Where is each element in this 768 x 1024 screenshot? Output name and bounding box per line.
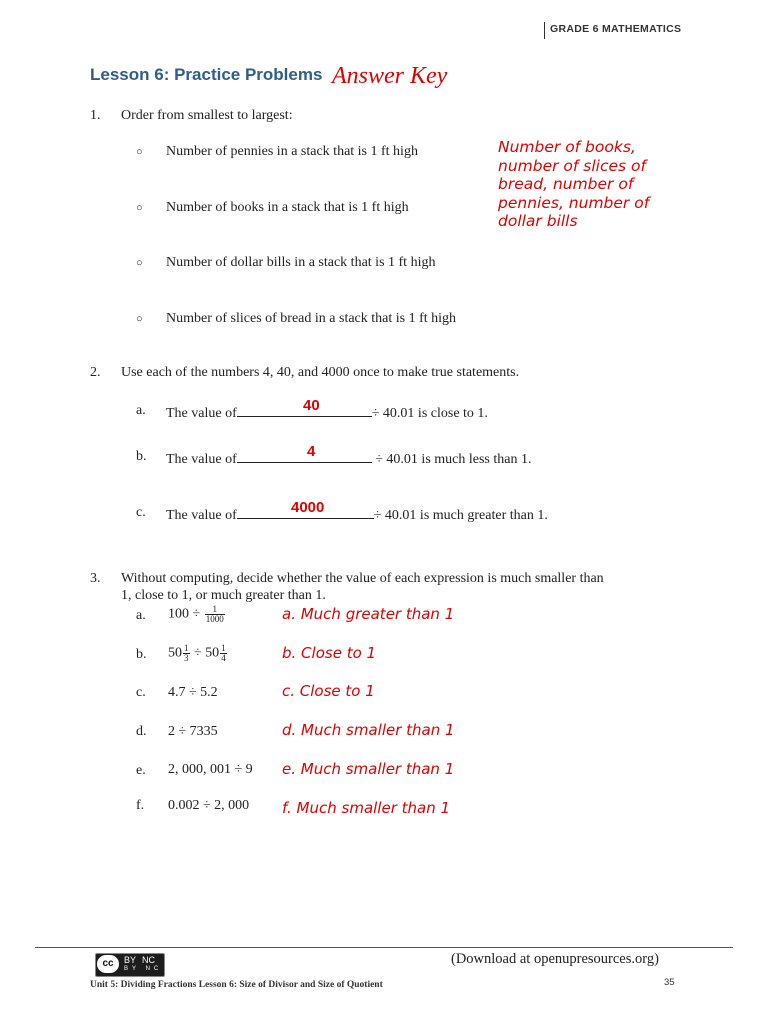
item-letter: c.	[136, 685, 146, 700]
expression-d: 2 ÷ 7335	[168, 724, 218, 739]
mixed-whole: 50	[168, 645, 182, 661]
lesson-title: Lesson 6: Practice Problems	[90, 65, 323, 84]
problem-3-number: 3.	[90, 571, 101, 586]
operator-whole: ÷ 50	[194, 645, 220, 661]
answer-line: bread, number of	[498, 175, 634, 193]
expression-f: 0.002 ÷ 2, 000	[168, 798, 250, 813]
problem-3-prompt-line2: 1, close to 1, or much greater than 1.	[121, 588, 326, 603]
problem-1-prompt: Order from smallest to largest:	[121, 108, 293, 123]
statement-c	[166, 505, 548, 524]
item-letter: a.	[136, 608, 146, 623]
statement-a	[166, 403, 488, 422]
answer-d: d. Much smaller than 1	[282, 721, 455, 739]
nc-icon: NC	[142, 955, 155, 965]
answer-line: dollar bills	[498, 212, 578, 230]
statement-tail: ÷ 40.01 is much less than 1.	[371, 452, 532, 467]
statement-tail: ÷ 40.01 is close to 1.	[371, 406, 488, 421]
item-letter: a.	[136, 403, 146, 418]
answer-b: b. Close to 1	[282, 644, 377, 662]
license-small-text: BY NC	[124, 966, 163, 972]
subject-header: GRADE 6 MATHEMATICS	[550, 23, 682, 35]
denominator: 3	[184, 653, 189, 663]
blank-line	[237, 449, 372, 463]
expression-c: 4.7 ÷ 5.2	[168, 685, 218, 700]
statement-lead: The value of	[166, 508, 237, 523]
problem-1-number: 1.	[90, 108, 101, 123]
by-icon: BY	[124, 955, 137, 965]
bullet-icon: ○	[136, 202, 143, 214]
download-link[interactable]: (Download at openupresources.org)	[451, 951, 659, 967]
problem-2-number: 2.	[90, 365, 101, 380]
numerator: 1	[205, 605, 225, 615]
fill-answer-b: 4	[307, 443, 316, 460]
unit-footer: Unit 5: Dividing Fractions Lesson 6: Size of Divisor and Size of Quotient	[90, 980, 383, 990]
problem-1-item: Number of slices of bread in a stack that is 1 ft high	[166, 311, 457, 326]
problem-1-item: Number of pennies in a stack that is 1 ft high	[166, 144, 418, 159]
expression-e: 2, 000, 001 ÷ 9	[168, 762, 253, 777]
statement-lead: The value of	[166, 406, 237, 421]
fraction	[205, 605, 225, 624]
denominator: 4	[221, 653, 226, 663]
item-letter: b.	[136, 449, 147, 464]
answer-line: Number of books,	[498, 138, 636, 156]
answer-line: number of slices of	[498, 156, 646, 175]
item-letter: b.	[136, 647, 147, 662]
problem-1-item: Number of books in a stack that is 1 ft high	[166, 200, 409, 215]
denominator: 1000	[205, 614, 224, 624]
answer-c: c. Close to 1	[282, 682, 375, 700]
numerator: 1	[221, 643, 226, 653]
problem-3-prompt-line1: Without computing, decide whether the value of each expression is much smaller than	[121, 571, 604, 586]
fill-answer-c: 4000	[291, 499, 325, 516]
fill-answer-a: 40	[303, 397, 320, 414]
bullet-icon: ○	[136, 313, 143, 325]
footer-divider	[35, 947, 733, 948]
header-divider	[544, 22, 545, 39]
statement-b	[166, 449, 531, 468]
bullet-icon: ○	[136, 257, 143, 269]
fraction	[183, 644, 190, 663]
answer-key-label: Answer Key	[332, 63, 448, 89]
problem-1-answer	[498, 138, 688, 231]
item-letter: c.	[136, 505, 146, 520]
cc-icon: cc	[97, 955, 119, 973]
problem-2-prompt: Use each of the numbers 4, 40, and 4000 once to make true statements.	[121, 365, 520, 380]
statement-lead: The value of	[166, 452, 237, 467]
page-number: 35	[664, 977, 675, 988]
bullet-icon: ○	[136, 146, 143, 158]
expression-whole: 100 ÷	[168, 606, 201, 622]
expression-b	[168, 644, 228, 663]
numerator: 1	[184, 643, 189, 653]
item-letter: e.	[136, 763, 146, 778]
item-letter: f.	[136, 798, 145, 813]
statement-tail: ÷ 40.01 is much greater than 1.	[373, 508, 548, 523]
answer-a: a. Much greater than 1	[282, 605, 455, 623]
answer-f: f. Much smaller than 1	[282, 799, 451, 817]
expression-a	[168, 605, 226, 624]
answer-line: pennies, number of	[498, 193, 650, 212]
answer-e: e. Much smaller than 1	[282, 760, 455, 778]
fraction	[220, 644, 227, 663]
item-letter: d.	[136, 724, 147, 739]
problem-1-item: Number of dollar bills in a stack that is 1 ft high	[166, 255, 436, 270]
